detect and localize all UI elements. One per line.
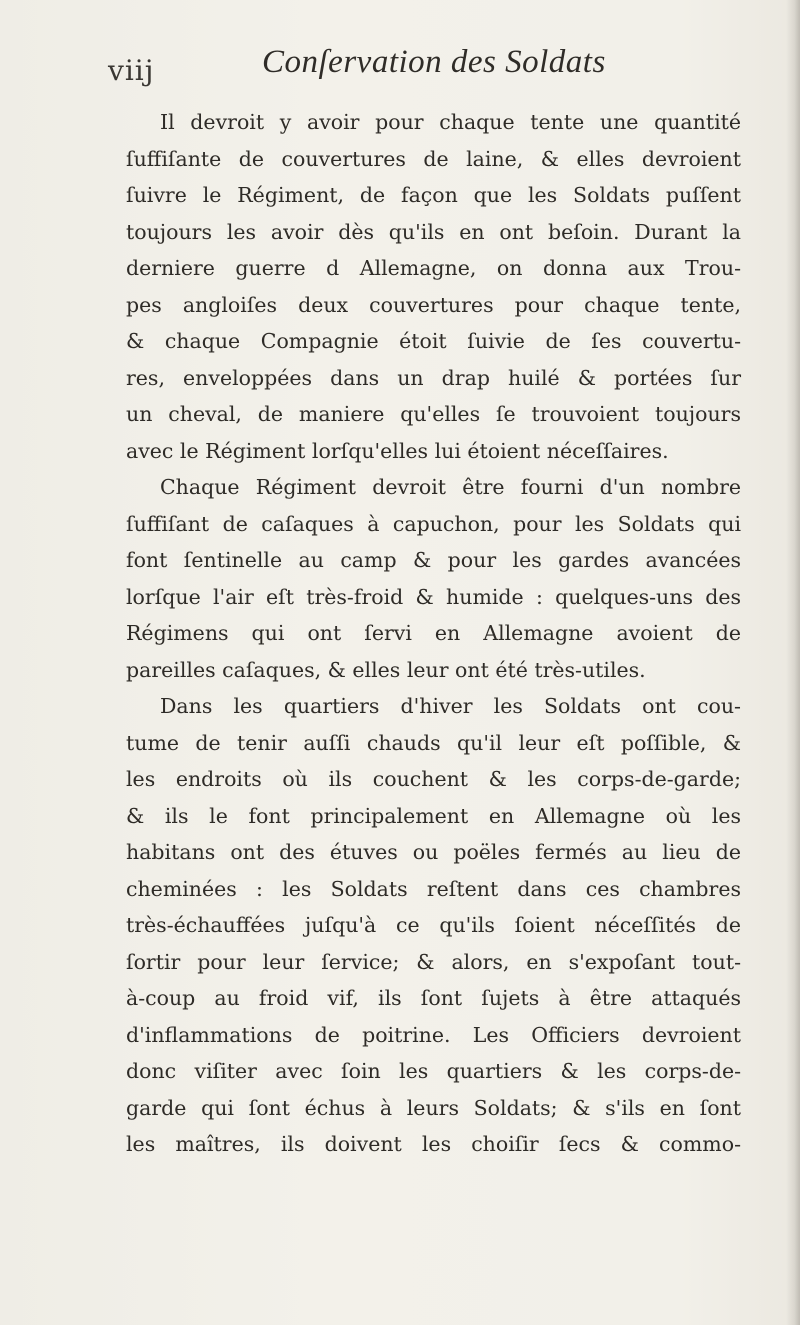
text-line: Il devroit y avoir pour chaque tente une quantité — [160, 110, 741, 134]
text-line: très-échauffées juſqu'à ce qu'ils ſoient néceſſités de — [126, 913, 741, 937]
text-line: ſuivre le Régiment, de façon que les Soldats puſſent — [126, 183, 741, 207]
text-line: garde qui ſont échus à leurs Soldats; & s'ils en ſont — [126, 1095, 741, 1120]
text-line: font ſentinelle au camp & pour les gardes avancées — [126, 548, 741, 572]
text-line: ſuffiſant de caſaques à capuchon, pour les Soldats qui — [126, 511, 741, 536]
text-line: res, enveloppées dans un drap huilé & portées ſur — [126, 365, 741, 390]
text-line: avec le Régiment lorſqu'elles lui étoient néceſſaires. — [126, 438, 669, 463]
text-line: & chaque Compagnie étoit ſuivie de ſes couvertu- — [126, 329, 741, 353]
text-line: ſuffiſante de couvertures de laine, & elles devroient — [126, 146, 741, 171]
text-line: Dans les quartiers d'hiver les Soldats ont cou- — [160, 694, 741, 718]
text-line: lorſque l'air eſt très-froid & humide : quelques-uns des — [126, 584, 741, 609]
page-edge-shadow — [786, 0, 800, 1325]
text-line: tume de tenir auſſi chauds qu'il leur eſt poſſible, & — [126, 730, 741, 755]
text-line: un cheval, de maniere qu'elles ſe trouvoient toujours — [126, 402, 741, 426]
running-title: Conſervation des Soldats — [262, 44, 606, 80]
text-line: les maîtres, ils doivent les choiſir ſecs & commo- — [126, 1132, 741, 1156]
text-line: ſortir pour leur ſervice; & alors, en s'expoſant tout- — [126, 949, 741, 974]
text-line: d'inflammations de poitrine. Les Officiers devroient — [126, 1022, 741, 1047]
text-line: cheminées : les Soldats reſtent dans ces chambres — [126, 876, 741, 901]
text-line: Régimens qui ont ſervi en Allemagne avoient de — [126, 621, 741, 645]
text-line: les endroits où ils couchent & les corps-de-garde; — [126, 767, 741, 791]
text-line: donc viſiter avec ſoin les quartiers & les corps-de- — [126, 1059, 741, 1083]
text-line: & ils le font principalement en Allemagne où les — [126, 803, 741, 828]
text-line: toujours les avoir dès qu'ils en ont beſoin. Durant la — [126, 219, 741, 244]
page-number: viij — [108, 54, 155, 87]
page-header — [108, 44, 748, 94]
text-line: Chaque Régiment devroit être fourni d'un nombre — [160, 475, 741, 499]
text-line: habitans ont des étuves ou poëles fermés au lieu de — [126, 840, 741, 864]
text-line: derniere guerre d Allemagne, on donna aux Trou- — [126, 256, 741, 280]
text-line: pes angloiſes deux couvertures pour chaque tente, — [126, 292, 741, 317]
text-line: à-coup au froid vif, ils ſont ſujets à être attaqués — [126, 986, 741, 1010]
text-line: pareilles caſaques, & elles leur ont été très-utiles. — [126, 657, 646, 682]
body-text — [126, 104, 741, 1163]
